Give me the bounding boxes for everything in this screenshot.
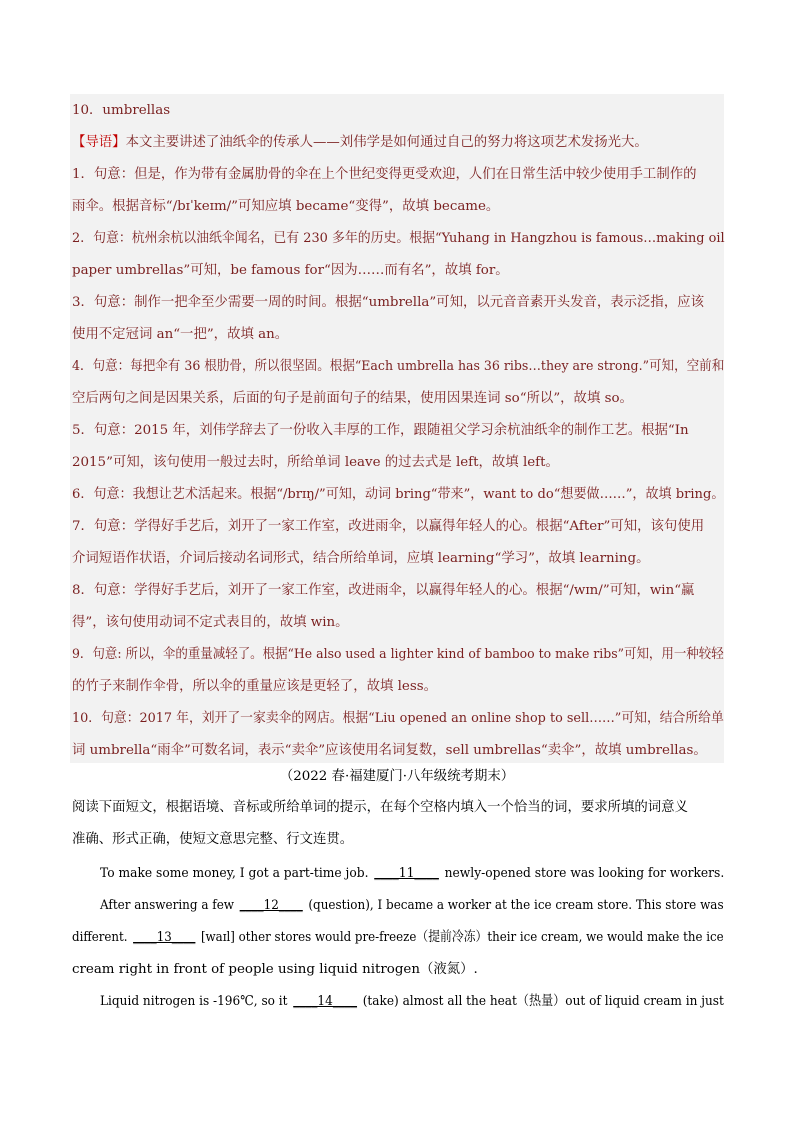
explanation-line: 4．句意：每把伞有 36 根肋骨，所以很坚固。根据“Each umbrella has 36 ribs…they are strong.”可知，空前和 [72, 359, 725, 374]
explanation-line: 使用不定冠词 an“一把”，故填 an。 [72, 327, 289, 342]
instruction-line: 阅读下面短文，根据语境、音标或所给单词的提示，在每个空格内填入一个恰当的词，要求所填的词意义 [72, 800, 688, 815]
explanation-line: 得”，该句使用动词不定式表目的，故填 win。 [72, 615, 349, 630]
explanation-line: 雨伞。根据音标“/bɪˈkeɪm/”可知应填 became“变得”，故填 became。 [72, 199, 500, 214]
explanation-line: 词 umbrella“雨伞”可数名词，表示“卖伞”应该使用名词复数，sell umbrellas“卖伞”，故填 umbrellas。 [72, 743, 707, 758]
explanation-line: 介词短语作状语，介词后接动名词形式，结合所给单词，应填 learning“学习”，故填 learning。 [72, 551, 650, 566]
blank-13[interactable]: ____13____ [133, 930, 196, 945]
passage-line [100, 992, 724, 1012]
answer-10-title: 10．umbrellas [72, 103, 171, 118]
passage-text: To make some money, I got a part-time job. [100, 866, 369, 881]
explanation-line: 8．句意：学得好手艺后，刘开了一家工作室，改进雨伞，以赢得年轻人的心。根据“/wɪn/”可知，win“赢 [72, 583, 695, 598]
passage-text: After answering a few [100, 898, 235, 913]
passage-text: (question), I became a worker at the ice cream store. This store was [308, 898, 724, 913]
guide-tag: 【导语】 [72, 135, 126, 150]
explanation-line: 7．句意：学得好手艺后，刘开了一家工作室，改进雨伞，以赢得年轻人的心。根据“After”可知，该句使用 [72, 519, 705, 534]
blank-14[interactable]: ____14____ [293, 994, 358, 1009]
passage-text: Liquid nitrogen is -196℃, so it [100, 994, 288, 1009]
explanation-line: paper umbrellas”可知，be famous for“因为……而有名”，故填 for。 [72, 263, 509, 278]
passage-text: [waɪl] other stores would pre-freeze（提前冷冻）their ice cream, we would make the ice [200, 930, 724, 945]
instruction-line: 准确、形式正确，使短文意思完整、行文连贯。 [72, 832, 354, 847]
explanation-line: 2015”可知，该句使用一般过去时，所给单词 leave 的过去式是 left，故填 left。 [72, 455, 559, 470]
passage-line [100, 896, 724, 916]
explanation-line: 空后两句之间是因果关系，后面的句子是前面句子的结果，使用因果连词 so“所以”，故填 so。 [72, 391, 633, 406]
explanation-line: 6．句意：我想让艺术活起来。根据“/brɪŋ/”可知，动词 bring“带来”，want to do“想要做……”，故填 bring。 [72, 487, 725, 502]
passage-line [100, 864, 724, 884]
passage-text: (take) almost all the heat（热量）out of liquid cream in just [362, 994, 724, 1009]
explanation-line: 5．句意：2015 年，刘伟学辞去了一份收入丰厚的工作，跟随祖父学习余杭油纸伞的制作工艺。根据“In [72, 423, 689, 438]
passage-line [72, 928, 724, 948]
explanation-line: 9．句意: 所以，伞的重量减轻了。根据“He also used a lighter kind of bamboo to make ribs”可知，用一种较轻 [72, 647, 724, 662]
passage-text: newly-opened store was looking for workers. [444, 866, 725, 881]
explanation-line: 10．句意：2017 年，刘开了一家卖伞的网店。根据“Liu opened an online shop to sell……”可知，结合所给单 [72, 711, 724, 726]
guide-text: 本文主要讲述了油纸伞的传承人——刘伟学是如何通过自己的努力将这项艺术发扬光大。 [125, 135, 648, 150]
explanation-line: 的竹子来制作伞骨，所以伞的重量应该是更轻了，故填 less。 [72, 679, 437, 694]
explanation-line: 1．句意：但是，作为带有金属肋骨的伞在上个世纪变得更受欢迎，人们在日常生活中较少使用手工制作的 [72, 167, 697, 182]
passage-text: different. [72, 930, 128, 945]
explanation-line: 3．句意：制作一把伞至少需要一周的时间。根据“umbrella”可知，以元音音素开头发音，表示泛指，应该 [72, 295, 704, 310]
passage-line: cream right in front of people using liquid nitrogen（液氮）. [72, 962, 478, 977]
section-heading: （2022 春·福建厦门·八年级统考期末） [279, 769, 515, 784]
explanation-line: 2．句意：杭州余杭以油纸伞闻名，已有 230 多年的历史。根据“Yuhang in Hangzhou is famous…making oil [72, 231, 725, 246]
guide-line [72, 133, 648, 153]
blank-11[interactable]: ____11____ [374, 866, 439, 881]
blank-12[interactable]: ____12____ [239, 898, 303, 913]
